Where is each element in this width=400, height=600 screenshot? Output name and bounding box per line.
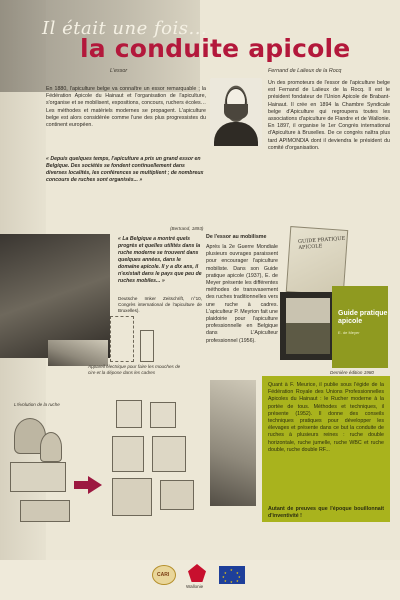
- skep-stack-drawing: [10, 462, 66, 492]
- modern-hive-drawing-6: [160, 480, 194, 510]
- stacked-hives-photo: [210, 380, 256, 506]
- book-label-title: Guide pratique apicole: [338, 310, 388, 325]
- diagram-caption: Appareil électrique pour faire les mouches de cire et la dépose dans les cadres: [88, 364, 181, 375]
- modern-hive-drawing-1: [116, 400, 142, 428]
- book-label: [332, 286, 388, 368]
- skep-drawing-2: [40, 432, 62, 462]
- hive-drawing: [20, 500, 70, 522]
- modern-hive-drawing-2: [150, 402, 176, 428]
- col1-quote2: « La Belgique a montré quels progrès et quelles utilités dans la ruche moderne se trouvent dans quelques années, dans le domaine apicole. Il y a dix ans, il n'existait dans le pays que peu de ruches mobiles... »: [118, 236, 202, 284]
- col2-heading: Fernand de Lalieux de la Rocq: [268, 68, 342, 74]
- green-panel-conclusion: Autant de preuves que l'époque bouillonnait d'inventivité !: [268, 506, 384, 520]
- col1-quote: « Depuis quelques temps, l'apiculture a pris un grand essor en Belgique. Des sociétés se fondent continuellement dans diverses localités, les conférences se multiplient ; de nombreux concours de ruches sont organisés... »: [46, 156, 204, 183]
- book-photo: [280, 292, 336, 360]
- evolution-caption: L'évolution de la ruche: [14, 402, 60, 407]
- title-small: Il était une fois...: [42, 18, 208, 39]
- col2-subheading: De l'essor au mobilisme: [206, 234, 267, 240]
- col1-quote2-source: Deutsche Imker Zeitschrift, n°10, Congrès international de l'apiculture de Bruxelles).: [118, 296, 202, 313]
- book-cover-title: GUIDE PRATIQUE APICOLE: [297, 235, 346, 251]
- col2-paragraph2: Après la 2e Guerre Mondiale plusieurs ouvrages paraissent pour encourager l'apiculture mobiliste. Dans son Guide pratique apicole (1937), E. de Meyer présente les différentes méthodes de transvasement des ruches traditionnelles vers une ruche à cadres. L'apiculteur P. Meyrion fait une plaidoirie pour l'apiculture professionnelle en Belgique dans L'Apiculteur professionnel (1956).: [206, 244, 278, 344]
- col1-heading: L'essor: [110, 68, 128, 74]
- col1-paragraph: En 1880, l'apiculture belge va connaître un essor remarquable ; la Fédération Apicole du Hainaut et l'organisation de l'apiculture, s'organise et se mobilisent, expositions, concours, ruchers écoles… Les méthodes et matériels modernes se propagent. L'apiculture belge est alors considérée comme l'une des plus progressistes du continent européen.: [46, 86, 206, 129]
- green-text-panel: [262, 376, 390, 522]
- evolution-arrow: [88, 476, 102, 494]
- eu-flag-icon: ★ ★ ★ ★ ★ ★ ★ ★: [219, 566, 245, 584]
- col2-paragraph: Un des promoteurs de l'essor de l'apiculture belge est Fernand de Lalieux de la Rocq. Il est le président fondateur de l'Union Apicole de Brabant-Hainaut. Il crée en 1894 la Chambre Syndicale belge d'Apiculture qui regroupera toutes les associations d'apiculture de Flandre et de Wallonie. En 1897, il organise le 1er Congrès international d'Apiculture à Bruxelles. De ce congrès naîtra plus tard APIMONDIA dont il deviendra le président du comité d'organisation.: [268, 80, 390, 151]
- cari-logo-text: CARI: [157, 572, 170, 578]
- wallonie-logo-text: Wallonie: [186, 584, 204, 589]
- apparatus-diagram-2: [140, 330, 154, 362]
- green-panel-paragraph: Quant à F. Meurice, il publie sous l'égide de la Fédération Royale des Unions Professionnelles Apicoles du Hainaut : le Rucher moderne à la portée de tous. Méthodes et techniques, il présente (1952). Il donne des conseils techniques pratiques pour développer les élevages et présente dans ce but la conduite de ruches à plusieurs reines : ruche double horizontale, ruche jumelle, ruche WBC et ruche double, ruche double RF...: [268, 382, 384, 453]
- book-label-author: E. de Meyer: [338, 330, 360, 335]
- book-caption: Dernière édition 1980: [330, 370, 374, 375]
- col1-quote-source: (Bertrand, 1893): [170, 226, 204, 231]
- apparatus-diagram: [110, 316, 134, 362]
- modern-hive-drawing-4: [152, 436, 186, 472]
- modern-hive-drawing-3: [112, 436, 144, 472]
- hive-photo: [48, 340, 108, 366]
- modern-hive-drawing-5: [112, 478, 152, 516]
- portrait-photo: [210, 78, 262, 146]
- page-title: la conduite apicole: [80, 34, 351, 63]
